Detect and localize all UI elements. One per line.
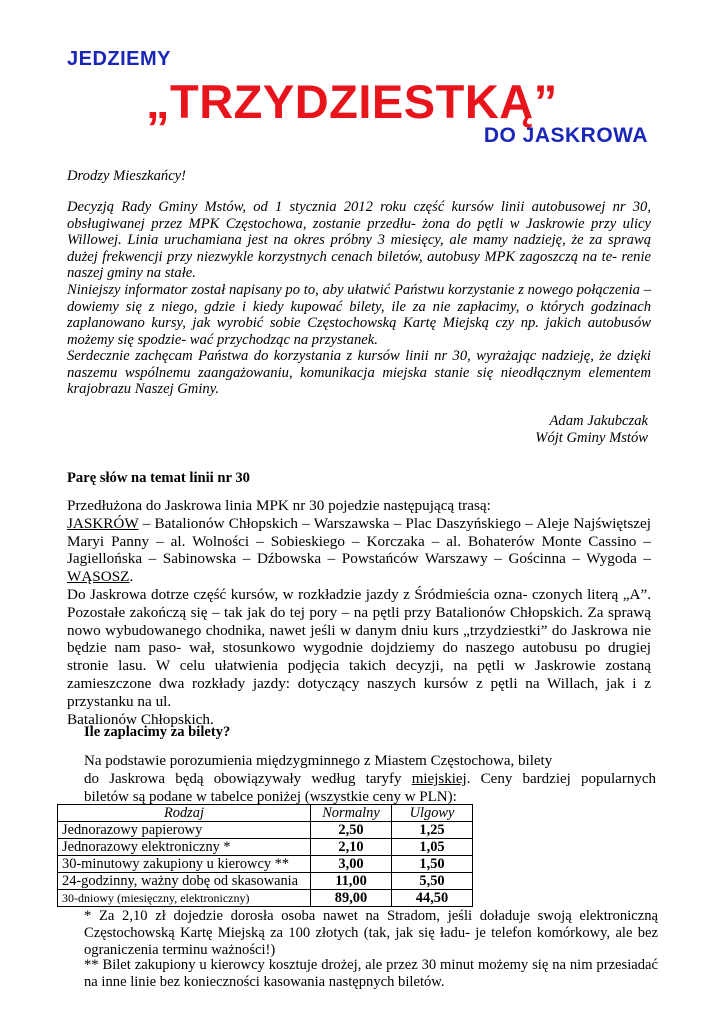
ticket-type: 30-minutowy zakupiony u kierowcy ** — [58, 856, 311, 873]
price-normal: 2,10 — [311, 839, 392, 856]
header-rodzaj: Rodzaj — [58, 805, 311, 822]
tariff-link-miejskiej: miejskiej — [411, 771, 467, 787]
price-normal: 3,00 — [311, 856, 392, 873]
headline-do-jaskrowa: DO JASKROWA — [483, 124, 648, 147]
table-row — [58, 822, 473, 839]
price-normal: 11,00 — [311, 873, 392, 890]
section-heading-tickets: Ile zaplacimy za bilety? — [84, 724, 231, 740]
tariff-line-1: Na podstawie porozumienia międzygminnego z Miastem Częstochowa, bilety — [84, 753, 553, 769]
route-stops: – Batalionów Chłopskich – Warszawska – Plac Daszyńskiego – Aleje Najświętszej Maryi Panny – al. Wolności – Sobieskiego – Korczaka – al. Bohaterów Monte Cassino – Jagiellońska – Sabinowska – Dźbowska – Powstańców Warszawy – Gościnna – Wygoda – — [67, 514, 651, 568]
ticket-price-table — [57, 804, 473, 907]
table-row — [58, 890, 473, 907]
price-reduced: 1,05 — [392, 839, 473, 856]
price-reduced: 1,25 — [392, 822, 473, 839]
price-reduced: 5,50 — [392, 873, 473, 890]
ticket-type: Jednorazowy papierowy — [58, 822, 311, 839]
footnote-electronic: * Za 2,10 zł dojedzie dorosła osoba nawet na Stradom, jeśli doładuje swoją elektroniczną Częstochowską Kartę Miejską za 100 złotych (tak, jak się ładu- je telefon komórkowy, ale bez ograniczenia terminu ważności!) — [84, 908, 658, 958]
section-heading-line-30: Parę słów na temat linii nr 30 — [67, 470, 250, 486]
tariff-line-2 — [84, 771, 656, 788]
letter-paragraph-1: Decyzją Rady Gminy Mstów, od 1 stycznia 2012 roku część kursów linii autobusowej nr 30, obsługiwanej przez MPK Częstochowa, zostanie przedłu- żona do pętli w Jaskrowie przy ulicy Willowej. Linia uruchamiana jest na okres próbny 3 miesięcy, ale mamy nadzieję, że za sprawą dużej frekwencji przy niezwykle korzystnych cenach biletów, autobusy MPK zagoszczą na te- renie naszej gminy na stałe. — [67, 199, 651, 282]
route-info-text: Do Jaskrowa dotrze część kursów, w rozkładzie jazdy z Śródmieścia ozna- czonych literą „A”. Pozostałe zakończą się – tak jak do tej pory – na pętli przy Batalionów Chłopskich. Za sprawą nowo wybudowanego chodnika, nawet jeśli w danym dniu kurs „trzydziestki” do Jaskrowa nie będzie nam paso- wał, stosunkowo wygodnie dojdziemy do naszego autobusu po drugiej stronie lasu. W celu ułatwienia podjęcia takich decyzji, na pętli w Jaskrowie zostaną zamieszczone dwa rozkłady jazdy: dotyczący naszych kursów z pętli na Willach, jak i z przystanku na ul. — [67, 586, 651, 710]
footnote-driver: ** Bilet zakupiony u kierowcy kosztuje drożej, ale przez 30 minut możemy się na nim przesiadać na inne linie bez konieczności kasowania następnych biletów. — [84, 957, 658, 990]
price-reduced: 44,50 — [392, 890, 473, 907]
tariff-line-3: biletów są podane w tabelce poniżej (wszystkie ceny w PLN): — [84, 789, 457, 805]
tariff-text-a: do Jaskrowa będą obowiązywały według taryfy — [84, 771, 412, 787]
route-info-last-line: Batalionów Chłopskich. — [67, 710, 214, 728]
headline-jedziemy: JEDZIEMY — [67, 48, 172, 70]
route-start-stop: JASKRÓW — [67, 514, 139, 532]
route-end-stop: WĄSOSZ — [67, 568, 130, 586]
letter-greeting: Drodzy Mieszkańcy! — [67, 168, 187, 184]
header-ulgowy: Ulgowy — [392, 805, 473, 822]
route-period: . — [129, 568, 134, 586]
signature-name: Adam Jakubczak — [549, 413, 648, 429]
route-info-paragraph — [67, 586, 651, 728]
route-paragraph — [67, 497, 651, 586]
ticket-type: Jednorazowy elektroniczny * — [58, 839, 311, 856]
ticket-type: 30-dniowy (miesięczny, elektroniczny) — [58, 890, 311, 907]
table-row — [58, 856, 473, 873]
headline-trzydziestka: „TRZYDZIESTKĄ” — [146, 75, 558, 128]
letter-paragraph-2: Niniejszy informator został napisany po to, aby ułatwić Państwu korzystanie z nowego połączenia – dowiemy się z niego, gdzie i kiedy kupować bilety, ile za nie zapłacimy, o których godzinach zaplanowano kursy, jak wyrobić sobie Częstochowską Kartę Miejską czy np. jakich autobusów możemy się spodzie- wać przychodząc na przystanek. — [67, 282, 651, 348]
table-row — [58, 873, 473, 890]
table-row — [58, 839, 473, 856]
header-normalny: Normalny — [311, 805, 392, 822]
price-normal: 2,50 — [311, 822, 392, 839]
table-header-row — [58, 805, 473, 822]
price-reduced: 1,50 — [392, 856, 473, 873]
price-normal: 89,00 — [311, 890, 392, 907]
signature-title: Wójt Gminy Mstów — [535, 430, 648, 446]
tariff-text-b: . Ceny bardziej popularnych — [466, 771, 656, 787]
route-intro: Przedłużona do Jaskrowa linia MPK nr 30 pojedzie następującą trasą: — [67, 497, 491, 514]
ticket-type: 24-godzinny, ważny dobę od skasowania — [58, 873, 311, 890]
letter-paragraph-3: Serdecznie zachęcam Państwa do korzystania z kursów linii nr 30, wyrażając nadzieję, że dzięki naszemu wspólnemu zaangażowaniu, komunikacja miejska stanie się nieodłącznym elementem krajobrazu Naszej Gminy. — [67, 348, 651, 398]
